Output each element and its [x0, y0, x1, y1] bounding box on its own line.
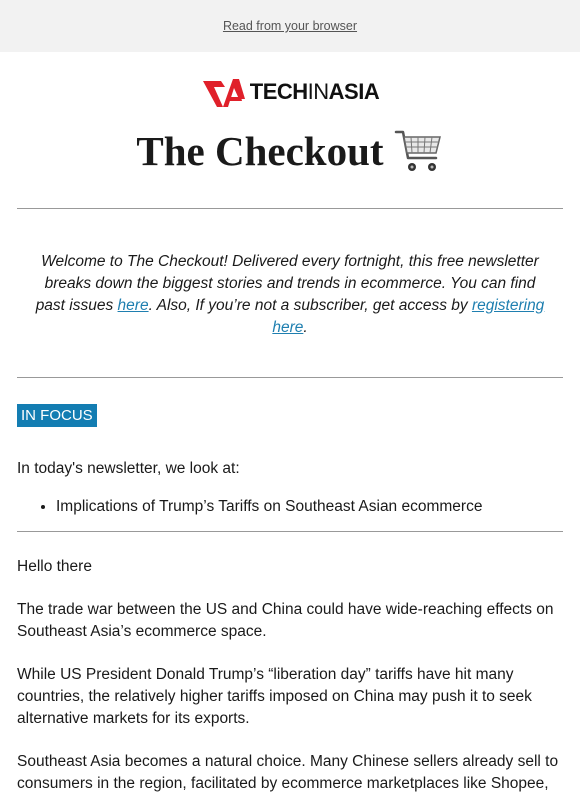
top-bar: [0, 0, 580, 52]
read-in-browser-link[interactable]: Read from your browser: [222, 19, 358, 33]
greeting: Hello there: [17, 558, 92, 575]
intro-text: Welcome to The Checkout! Delivered every fortnight, this free newsletter breaks down the biggest stories and trends in ecommerce. You can find past issues here. Also, If you’re not a subscriber, get access by registering here.: [35, 253, 545, 336]
divider: [17, 208, 563, 209]
newsletter-header: [0, 123, 580, 179]
past-issues-link[interactable]: here: [117, 297, 149, 314]
topics-list: [0, 496, 580, 518]
techinasia-logo[interactable]: [0, 75, 580, 109]
body-paragraph: Southeast Asia becomes a natural choice. Many Chinese sellers already sell to consumers in the region, facilitated by ecommerce marketplaces like Shopee,: [17, 753, 559, 792]
body-paragraph: While US President Donald Trump’s “liberation day” tariffs have hit many countries, the relatively higher tariffs imposed on China may push it to seek alternative markets for its exports.: [17, 666, 532, 727]
shopping-cart-icon: [394, 126, 444, 176]
techinasia-logo-icon: [201, 75, 247, 109]
divider: [17, 531, 563, 532]
newsletter-lead: In today's newsletter, we look at:: [17, 460, 240, 477]
in-focus-badge: IN FOCUS: [17, 404, 97, 427]
register-link[interactable]: registering here: [272, 297, 545, 336]
divider: [17, 377, 563, 378]
logo-wordmark: TECHINASIA: [249, 79, 380, 104]
body-paragraph: The trade war between the US and China could have wide-reaching effects on Southeast Asia’s ecommerce space.: [17, 601, 554, 640]
newsletter-title: The Checkout: [136, 128, 384, 174]
list-item: • Implications of Trump’s Tariffs on Southeast Asian ecommerce: [56, 496, 580, 518]
